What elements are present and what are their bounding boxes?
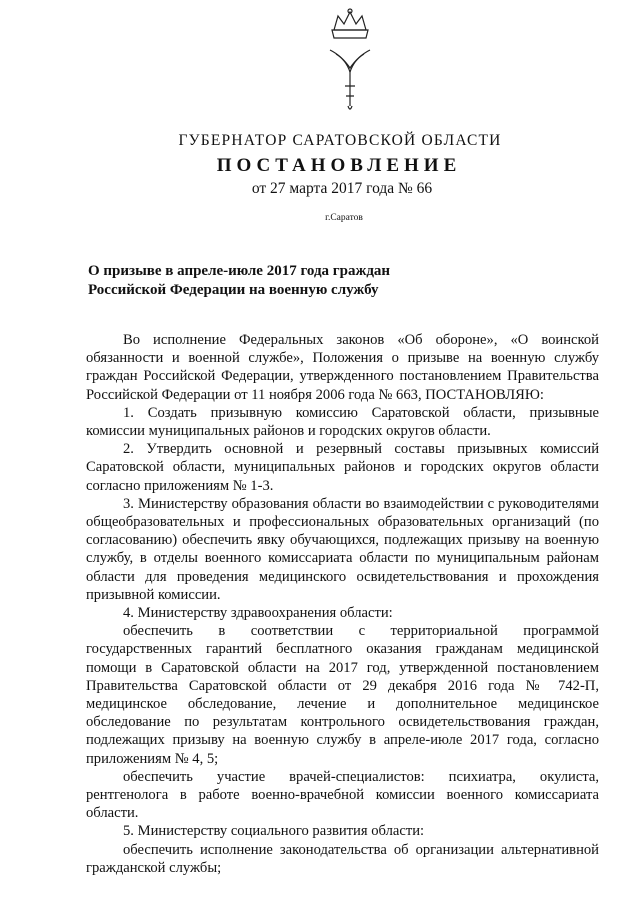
paragraph-item-4-b: обеспечить участие врачей-специалистов: психиатра, окулиста, рентгенолога в работе военно-врачебной комиссии военного комиссариата области. bbox=[86, 768, 599, 822]
document-city: г.Саратов bbox=[325, 213, 363, 223]
issuer-title: ГУБЕРНАТОР САРАТОВСКОЙ ОБЛАСТИ bbox=[178, 132, 502, 149]
paragraph-item-4-a: обеспечить в соответствии с территориальной программой государственных гарантий бесплатного оказания гражданам медицинской помощи в Саратовской области на 2017 год, утвержденной постановлением Правительства Саратовской области от 29 декабря 2016 года № 742-П, медицинское обследование, лечение и дополнительное медицинское обследование по результатам контрольного освидетельствования граждан, подлежащих призыву на военную службу в апреле-июле 2017 года, согласно приложениям № 4, 5; bbox=[86, 623, 599, 767]
document-date-number: от 27 марта 2017 года № 66 bbox=[251, 180, 433, 197]
subject-line-1: О призыве в апреле-июле 2017 года граждан bbox=[88, 263, 391, 279]
paragraph-item-5-a: обеспечить исполнение законодательства об организации альтернативной гражданской службы; bbox=[86, 841, 599, 876]
document-body bbox=[86, 331, 599, 877]
paragraph-item-2: 2. Утвердить основной и резервный составы призывных комиссий Саратовской области, муниципальных районов и городских округов области согласно приложениям № 1-3. bbox=[86, 441, 599, 494]
coat-of-arms-emblem bbox=[320, 6, 380, 116]
paragraph-item-1: 1. Создать призывную комиссию Саратовской области, призывные комиссии муниципальных районов и городских округов области. bbox=[86, 404, 599, 440]
paragraph-preamble: Во исполнение Федеральных законов «Об обороне», «О воинской обязанности и военной службе», Положения о призыве на военную службу граждан Российской Федерации, утвержденного постановлением Правительства Российской Федерации от 11 ноября 2006 года № 663, ПОСТАНОВЛЯЮ: bbox=[86, 332, 599, 403]
paragraph-item-5: 5. Министерству социального развития области: bbox=[123, 823, 425, 840]
paragraph-item-4: 4. Министерству здравоохранения области: bbox=[123, 605, 393, 622]
subject-line-2: Российской Федерации на военную службу bbox=[88, 282, 379, 298]
document-subject bbox=[88, 262, 418, 300]
paragraph-item-3: 3. Министерству образования области во взаимодействии с руководителями общеобразовательных и профессиональных образовательных организаций (по согласованию) обеспечить явку обучающихся, подлежащих призыву на военную службу, в отделы военного комиссариата области по муниципальным районам области для проведения медицинского освидетельствования и прохождения призывной комиссии. bbox=[86, 495, 599, 603]
document-type: ПОСТАНОВЛЕНИЕ bbox=[216, 155, 462, 176]
